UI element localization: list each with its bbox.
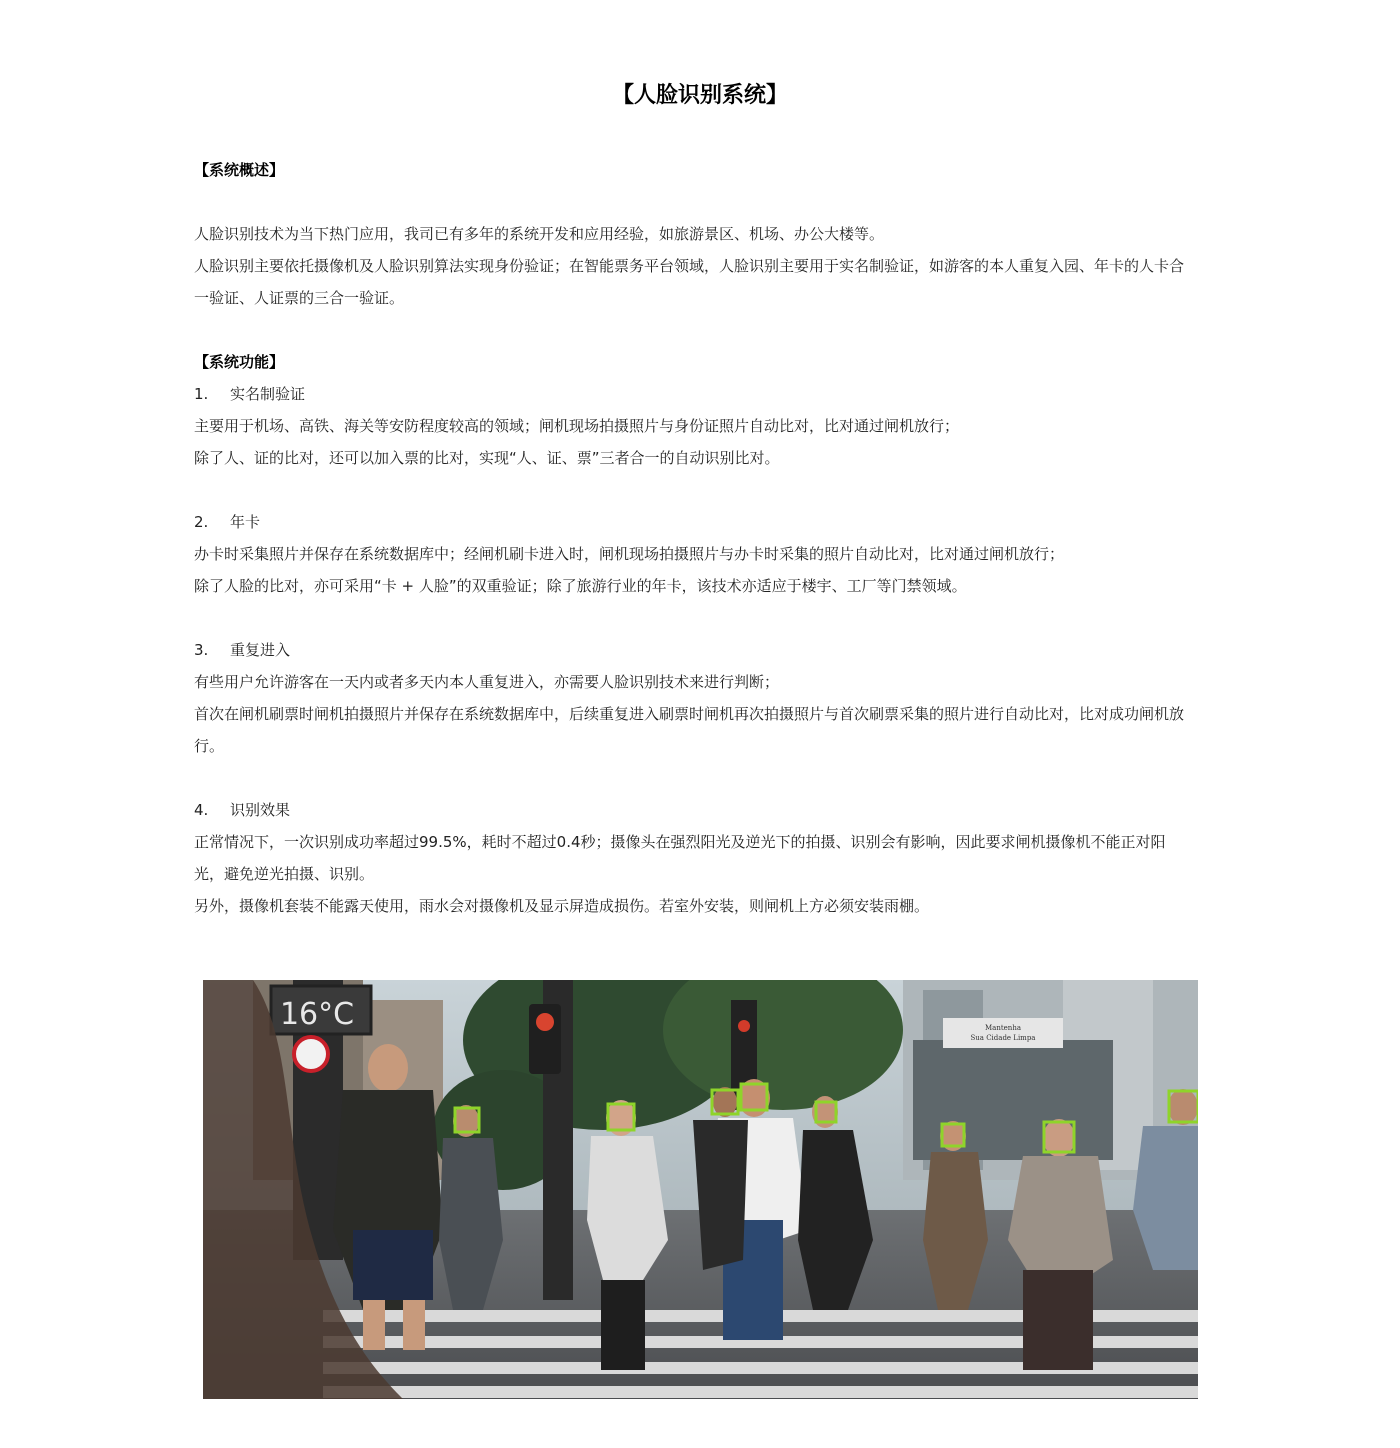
feature-title: 2. 年卡 <box>194 513 261 531</box>
document-body <box>194 154 1194 922</box>
feature-title: 3. 重复进入 <box>194 641 291 659</box>
sign-text: Mantenha <box>985 1024 1021 1032</box>
feature-line: 主要用于机场、高铁、海关等安防程度较高的领域；闸机现场拍摄照片与身份证照片自动比对，比对通过闸机放行； <box>194 417 960 435</box>
face-recognition-photo <box>203 980 1198 1399</box>
feature-title: 4. 识别效果 <box>194 801 291 819</box>
feature-line: 首次在闸机刷票时闸机拍摄照片并保存在系统数据库中，后续重复进入刷票时闸机再次拍摄照片与首次刷票采集的照片进行自动比对，比对成功闸机放行。 <box>194 705 1185 755</box>
thermometer-text: 16°C <box>279 997 355 1032</box>
overview-paragraph: 人脸识别技术为当下热门应用，我司已有多年的系统开发和应用经验，如旅游景区、机场、办公大楼等。 <box>194 225 885 243</box>
traffic-light-red <box>738 1020 750 1032</box>
page-title: 【人脸识别系统】 <box>611 83 788 108</box>
feature-line: 有些用户允许游客在一天内或者多天内本人重复进入，亦需要人脸识别技术来进行判断； <box>194 673 780 691</box>
section-heading-features: 【系统功能】 <box>194 353 285 371</box>
bus-stop-sign <box>943 1018 1063 1048</box>
no-turn-sign <box>294 1037 328 1071</box>
overview-paragraph: 人脸识别主要依托摄像机及人脸识别算法实现身份验证；在智能票务平台领域，人脸识别主要用于实名制验证，如游客的本人重复入园、年卡的人卡合一验证、人证票的三合一验证。 <box>194 257 1185 307</box>
feature-line: 正常情况下，一次识别成功率超过99.5%，耗时不超过0.4秒；摄像头在强烈阳光及逆光下的拍摄、识别会有影响，因此要求闸机摄像机不能正对阳光，避免逆光拍摄、识别。 <box>194 833 1166 883</box>
feature-line: 除了人脸的比对，亦可采用“卡 + 人脸”的双重验证；除了旅游行业的年卡，该技术亦适应于楼宇、工厂等门禁领域。 <box>194 577 967 595</box>
crosswalk-stripe <box>323 1386 1198 1398</box>
section-heading-overview: 【系统概述】 <box>194 161 285 179</box>
feature-title: 1. 实名制验证 <box>194 385 306 403</box>
feature-line: 另外，摄像机套装不能露天使用，雨水会对摄像机及显示屏造成损伤。若室外安装，则闸机上方必须安装雨棚。 <box>194 897 930 915</box>
sign-text: Sua Cidade Limpa <box>970 1034 1036 1042</box>
feature-line: 除了人、证的比对，还可以加入票的比对，实现“人、证、票”三者合一的自动识别比对。 <box>194 449 780 467</box>
feature-line: 办卡时采集照片并保存在系统数据库中；经闸机刷卡进入时，闸机现场拍摄照片与办卡时采集的照片自动比对，比对通过闸机放行； <box>194 545 1065 563</box>
pedestrian-light <box>536 1013 554 1031</box>
